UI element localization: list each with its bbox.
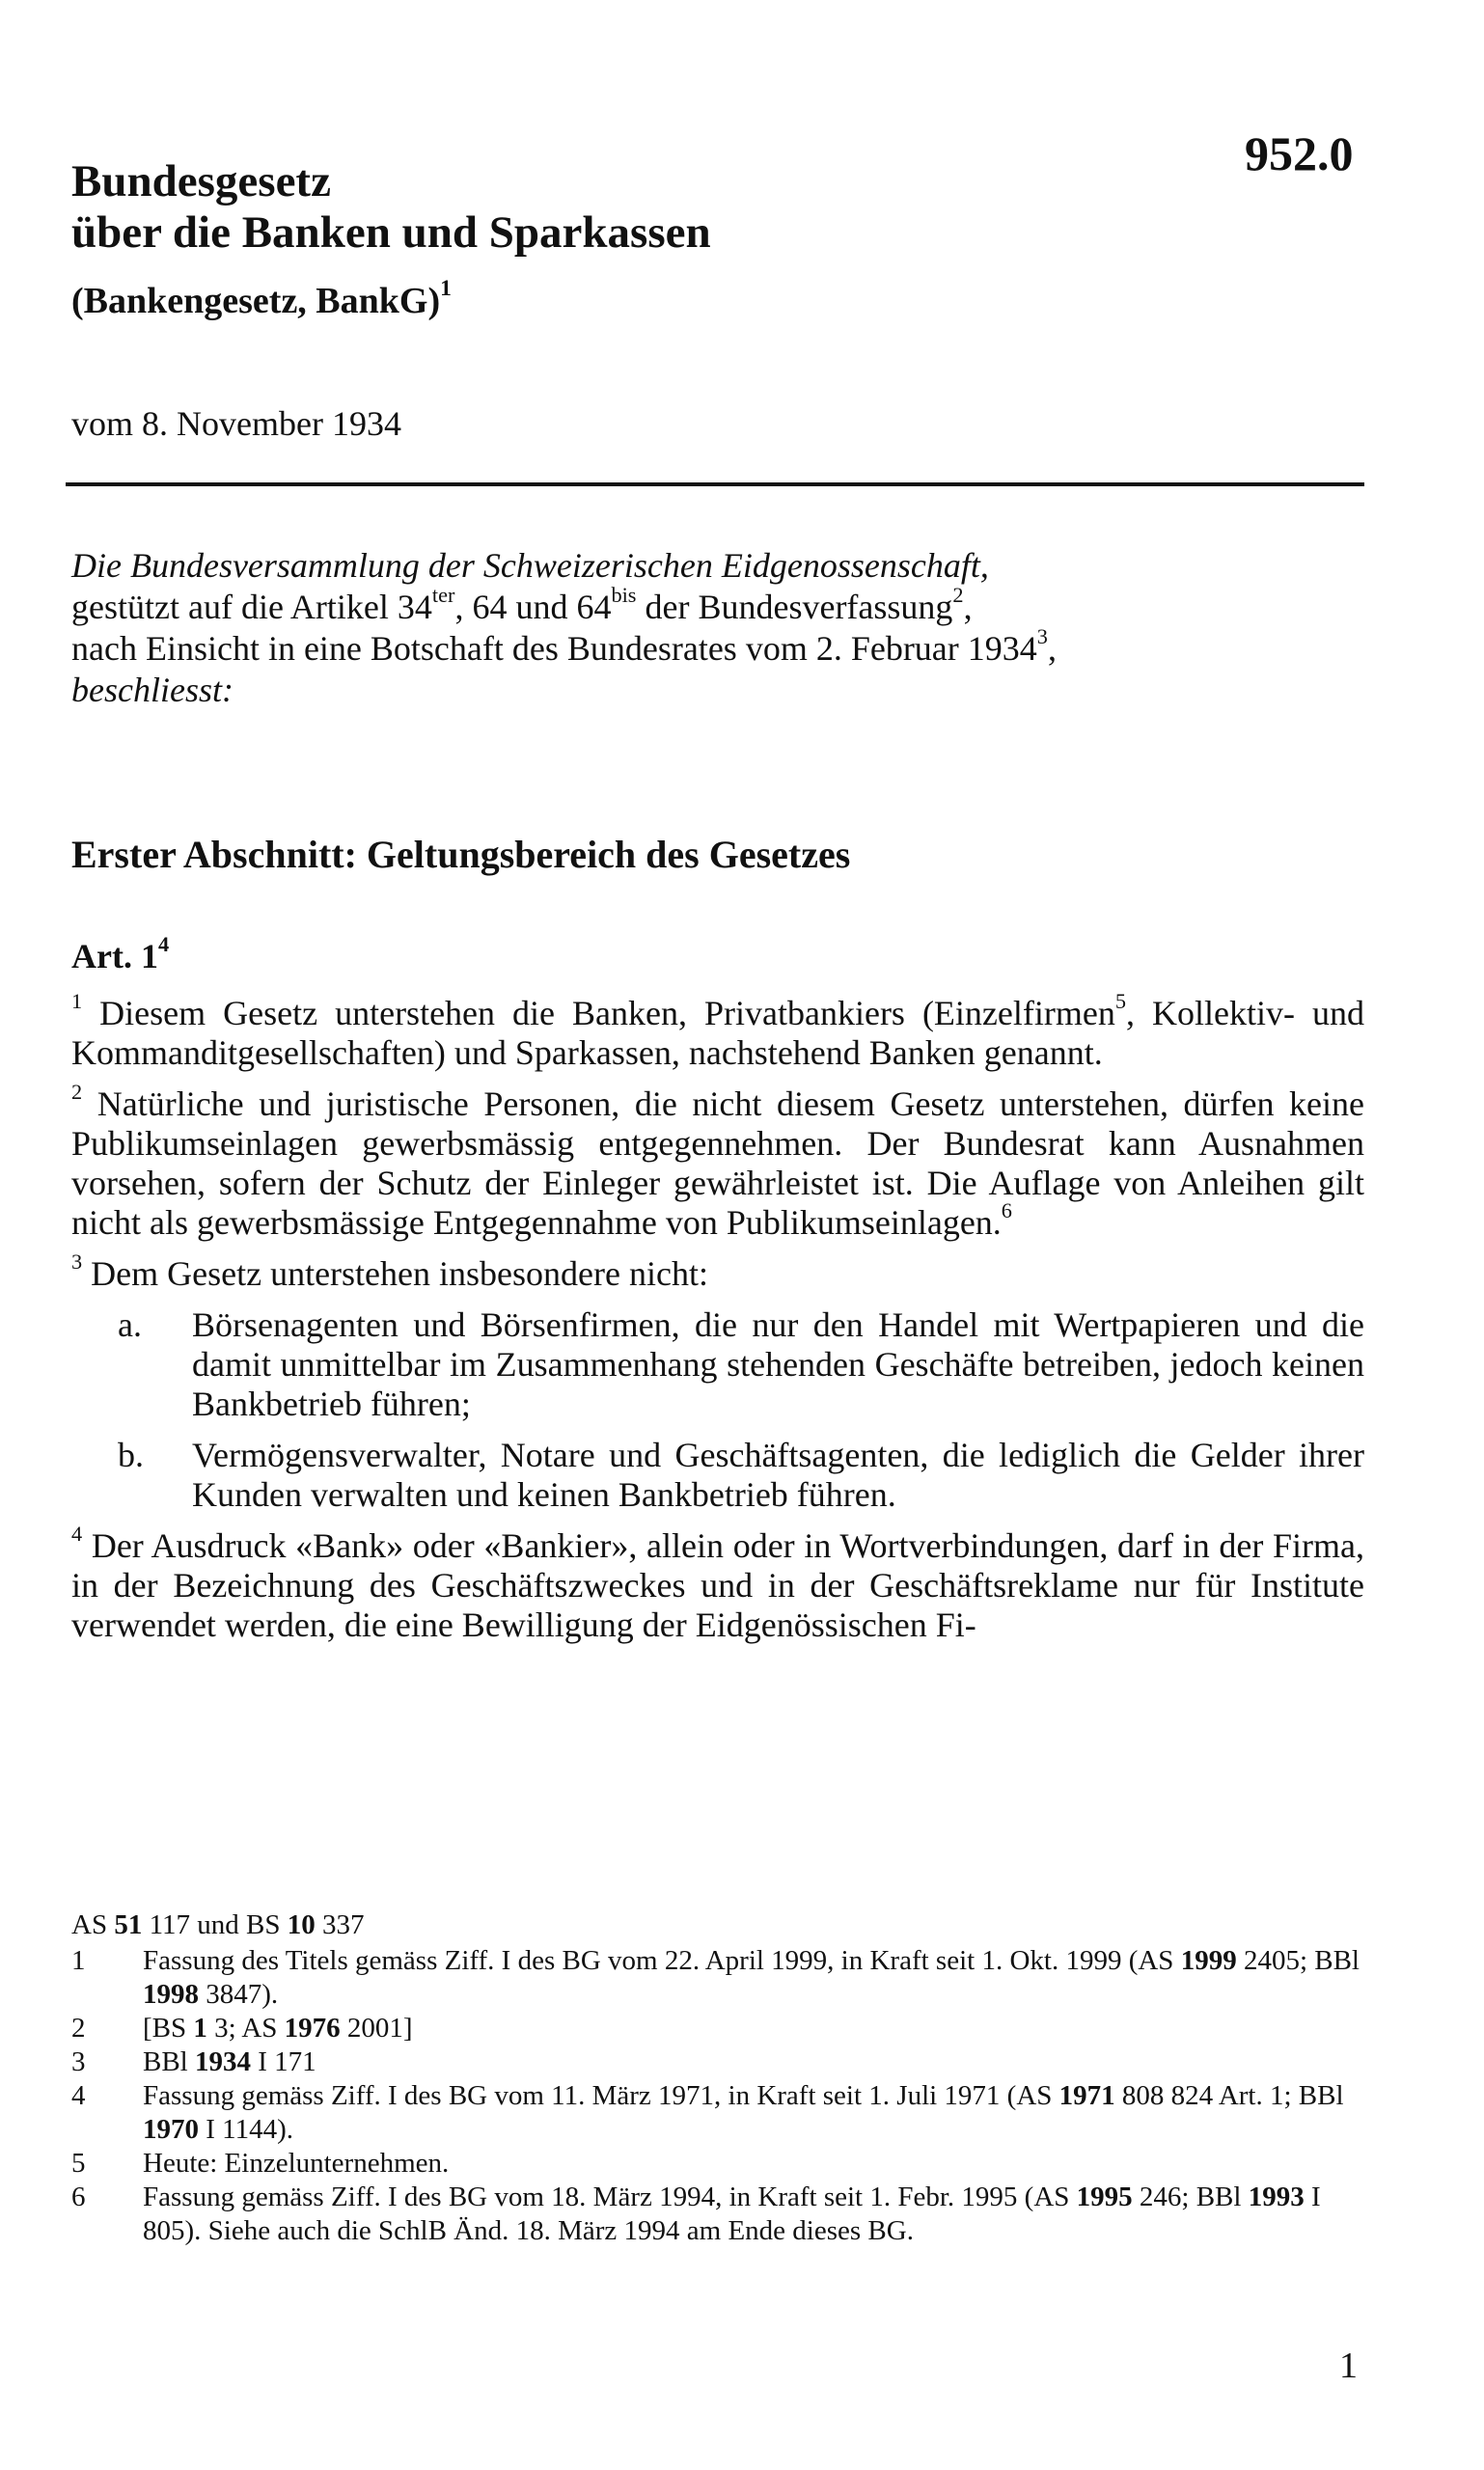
fn-text: 3; AS [206, 2013, 285, 2044]
footnotes [71, 1908, 1364, 2248]
page-number: 1 [1339, 2346, 1358, 2386]
fn-text: [BS [143, 2013, 194, 2044]
preamble-resolution: beschliesst: [71, 671, 234, 709]
list-letter: b. [118, 1436, 144, 1474]
subtitle-text: (Bankengesetz, BankG) [71, 281, 441, 321]
fn-bold: 1976 [284, 2013, 341, 2044]
fn-text: Heute: Einzelunternehmen. [143, 2148, 450, 2179]
footnote-ref[interactable]: 1 [440, 275, 452, 301]
fn-bold: 1995 [1076, 2182, 1133, 2212]
footnote-number: 6 [71, 2182, 86, 2212]
fn-text: 246; BBl [1132, 2182, 1249, 2212]
superscript: ter [431, 582, 455, 607]
title-line-1: Bundesgesetz [71, 156, 331, 206]
footnote-6 [71, 2181, 1364, 2248]
footnote-number: 1 [71, 1945, 86, 1976]
fn-bold: 1998 [143, 1979, 199, 2010]
fn-bold: 1993 [1248, 2182, 1305, 2212]
fn-text: 2405; BBl [1236, 1945, 1360, 1976]
article-title: Art. 1 [71, 937, 158, 975]
fn-text: 117 und BS [142, 1909, 288, 1940]
fn-text: Fassung gemäss Ziff. I des BG vom 18. März 1994, in Kraft seit 1. Febr. 1995 (AS [143, 2182, 1077, 2212]
section-heading: Erster Abschnitt: Geltungsbereich des Gesetzes [71, 833, 851, 876]
list-letter: a. [118, 1305, 142, 1344]
fn-text: Fassung gemäss Ziff. I des BG vom 11. März 1971, in Kraft seit 1. Juli 1971 (AS [143, 2080, 1059, 2111]
article-heading [71, 931, 170, 976]
fn-text: I 1144). [199, 2114, 293, 2145]
preamble-text: , 64 und 64 [454, 588, 612, 626]
footnote-ref[interactable]: 4 [157, 931, 170, 956]
preamble-basis [71, 582, 1364, 628]
fn-bold: 1971 [1058, 2080, 1115, 2111]
footnote-1 [71, 1944, 1364, 2012]
fn-bold: 51 [114, 1909, 143, 1940]
fn-text: I 171 [251, 2046, 316, 2077]
paragraph-text: , Kollektiv- und Kommanditgesellschaften) und Sparkassen, nachstehend Banken genannt. [71, 994, 1364, 1072]
footnote-4 [71, 2079, 1364, 2147]
source-reference [71, 1908, 1364, 1942]
paragraph-4 [71, 1521, 1364, 1645]
list-text: Börsenagenten und Börsenfirmen, die nur den Handel mit Wertpapieren und die damit unmittelbar im Zusammenhang stehenden Geschäfte betreiben, jedoch keinen Bankbetrieb führen; [192, 1305, 1364, 1423]
preamble-text: der Bundesverfassung [636, 588, 953, 626]
footnote-number: 4 [71, 2080, 86, 2111]
footnote-number: 2 [71, 2013, 86, 2044]
footnote-3 [71, 2045, 1364, 2079]
paragraph-1 [71, 988, 1364, 1073]
footnote-ref[interactable]: 6 [1001, 1197, 1012, 1222]
fn-text: 337 [315, 1909, 365, 1940]
preamble-text: , [963, 588, 973, 626]
footnote-number: 3 [71, 2046, 86, 2077]
footnote-ref[interactable]: 2 [952, 582, 964, 607]
sr-number: 952.0 [1245, 126, 1354, 180]
fn-text: 2001] [340, 2013, 413, 2044]
paragraph-text: Natürliche und juristische Personen, die nicht diesem Gesetz unterstehen, dürfen keine Publikumseinlagen gewerbsmässig entgegennehmen. Der Bundesrat kann Ausnahmen vorsehen, sofern der Schutz der Einleger gewährleistet ist. Die Auflage von Anleihen gilt nicht als gewerbsmässige Entgegennahme von Publikumseinlagen. [71, 1084, 1364, 1242]
paragraph-number: 4 [71, 1521, 83, 1546]
paragraph-number: 3 [71, 1249, 83, 1274]
footnote-5 [71, 2147, 1364, 2181]
footnote-2 [71, 2012, 1364, 2045]
preamble [71, 545, 1364, 711]
paragraph-number: 2 [71, 1079, 83, 1104]
preamble-text: nach Einsicht in eine Botschaft des Bundesrates vom 2. Februar 1934 [71, 629, 1037, 668]
header-divider [66, 482, 1364, 486]
paragraph-text: Dem Gesetz unterstehen insbesondere nicht: [82, 1254, 708, 1293]
fn-text: AS [71, 1909, 115, 1940]
fn-bold: 1 [193, 2013, 207, 2044]
footnote-number: 5 [71, 2148, 86, 2179]
paragraph-number: 1 [71, 988, 83, 1013]
footnote-ref[interactable]: 5 [1114, 988, 1126, 1013]
fn-bold: 1999 [1180, 1945, 1237, 1976]
preamble-text: gestützt auf die Artikel 34 [71, 588, 432, 626]
fn-bold: 1970 [143, 2114, 199, 2145]
fn-text: 3847). [199, 1979, 279, 2010]
list-text: Vermögensverwalter, Notare und Geschäftsagenten, die lediglich die Gelder ihrer Kunden verwalten und keinen Bankbetrieb führen. [192, 1436, 1364, 1514]
list-item-a [71, 1305, 1364, 1424]
fn-bold: 1934 [195, 2046, 251, 2077]
fn-text: Fassung des Titels gemäss Ziff. I des BG vom 22. April 1999, in Kraft seit 1. Okt. 1999 (AS [143, 1945, 1181, 1976]
preamble-authority: Die Bundesversammlung der Schweizerischen Eidgenossenschaft, [71, 546, 989, 585]
superscript: bis [611, 582, 637, 607]
fn-text: 808 824 Art. 1; BBl [1114, 2080, 1344, 2111]
footnote-ref[interactable]: 3 [1036, 623, 1048, 648]
preamble-message [71, 623, 1364, 670]
fn-bold: 10 [287, 1909, 316, 1940]
law-subtitle [71, 275, 452, 322]
paragraph-3 [71, 1249, 1364, 1294]
law-date: vom 8. November 1934 [71, 404, 401, 443]
article-body [71, 988, 1364, 1657]
paragraph-text: Der Ausdruck «Bank» oder «Bankier», allein oder in Wortverbindungen, darf in der Firma, in der Bezeichnung des Geschäftszweckes und in der Geschäftsreklame nur für Institute verwendet werden, die eine Bewilligung der Eidgenössischen Fi- [71, 1526, 1364, 1644]
fn-text: I 805). Siehe auch die SchlB Änd. 18. März 1994 am Ende dieses BG. [143, 2182, 1321, 2246]
paragraph-text: Diesem Gesetz unterstehen die Banken, Privatbankiers (Einzelfirmen [82, 994, 1115, 1032]
fn-text: BBl [143, 2046, 195, 2077]
law-title [71, 156, 1133, 258]
paragraph-2 [71, 1079, 1364, 1243]
preamble-text: , [1047, 629, 1057, 668]
list-item-b [71, 1436, 1364, 1515]
title-line-2: über die Banken und Sparkassen [71, 206, 711, 258]
